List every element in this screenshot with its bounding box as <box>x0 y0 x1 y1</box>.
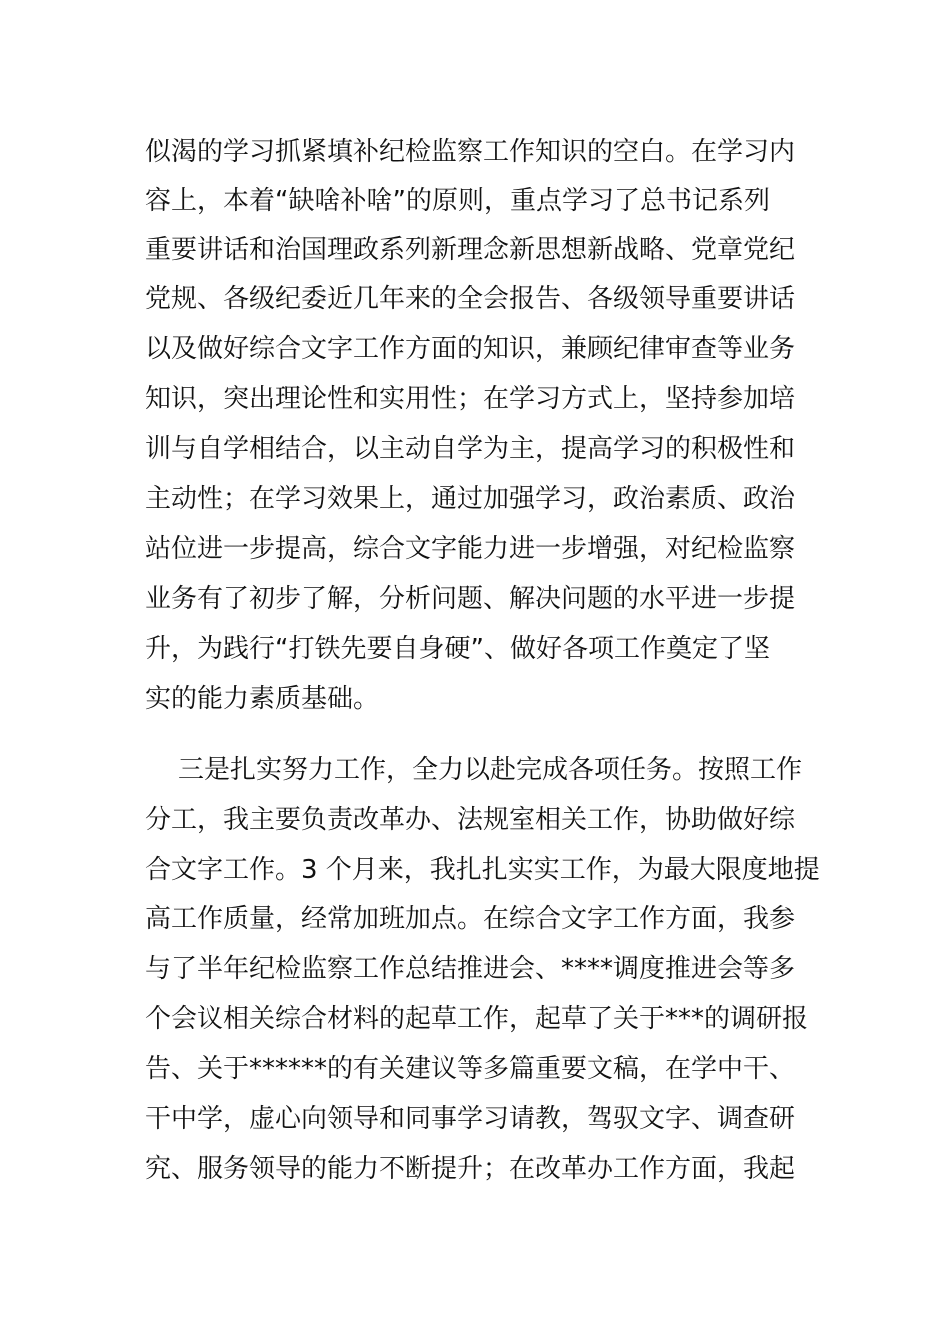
paragraph-2-line-3: 合文字工作。3 个月来，我扎扎实实工作，为最大限度地提 <box>145 855 820 885</box>
paragraph-1-line-5: 以及做好综合文字工作方面的知识，兼顾纪律审查等业务 <box>145 334 796 364</box>
paragraph-2-line-7: 告、关于******的有关建议等多篇重要文稿，在学中干、 <box>145 1054 796 1084</box>
paragraph-2-line-9: 究、服务领导的能力不断提升；在改革办工作方面，我起 <box>145 1154 796 1184</box>
paragraph-2-line-1: 三是扎实努力工作，全力以赴完成各项任务。按照工作 <box>178 755 803 785</box>
paragraph-1-line-8: 主动性；在学习效果上，通过加强学习，政治素质、政治 <box>145 484 796 514</box>
paragraph-1-line-3: 重要讲话和治国理政系列新理念新思想新战略、党章党纪 <box>145 235 796 265</box>
paragraph-1-line-10: 业务有了初步了解，分析问题、解决问题的水平进一步提 <box>145 584 796 614</box>
paragraph-2-line-4: 高工作质量，经常加班加点。在综合文字工作方面，我参 <box>145 904 796 934</box>
paragraph-2-line-2: 分工，我主要负责改革办、法规室相关工作，协助做好综 <box>145 805 796 835</box>
paragraph-1-line-2: 容上，本着“缺啥补啥”的原则，重点学习了总书记系列 <box>145 186 770 216</box>
paragraph-1-line-7: 训与自学相结合，以主动自学为主，提高学习的积极性和 <box>145 434 796 464</box>
paragraph-2-line-6: 个会议相关综合材料的起草工作，起草了关于***的调研报 <box>145 1004 809 1034</box>
paragraph-1-line-9: 站位进一步提高，综合文字能力进一步增强，对纪检监察 <box>145 534 796 564</box>
paragraph-1-line-11: 升，为践行“打铁先要自身硬”、做好各项工作奠定了坚 <box>145 634 770 664</box>
paragraph-2-line-5: 与了半年纪检监察工作总结推进会、****调度推进会等多 <box>145 954 796 984</box>
paragraph-2-line-8: 干中学，虚心向领导和同事学习请教，驾驭文字、调查研 <box>145 1104 796 1134</box>
paragraph-1-line-4: 党规、各级纪委近几年来的全会报告、各级领导重要讲话 <box>145 284 796 314</box>
paragraph-1-line-1: 似渴的学习抓紧填补纪检监察工作知识的空白。在学习内 <box>145 137 796 167</box>
paragraph-1-line-6: 知识，突出理论性和实用性；在学习方式上，坚持参加培 <box>145 384 796 414</box>
paragraph-1-line-12: 实的能力素质基础。 <box>145 684 380 714</box>
